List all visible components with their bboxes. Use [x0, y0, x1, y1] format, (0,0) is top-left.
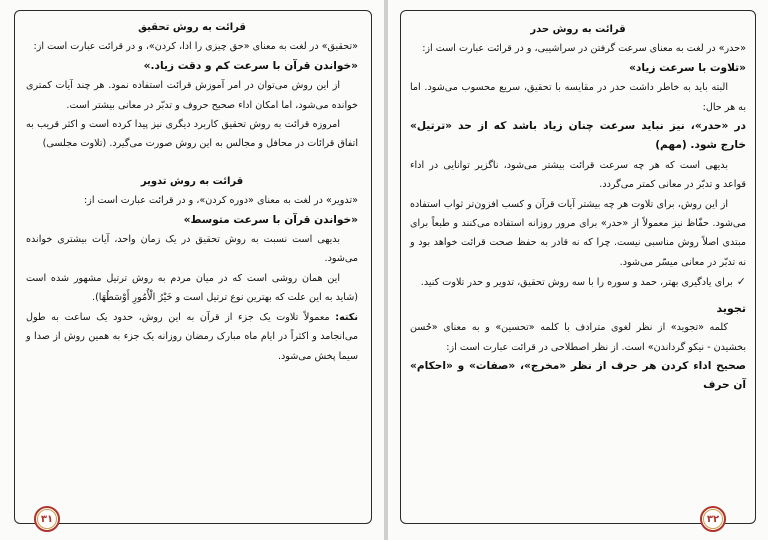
tadwir-intro: «تدویر» در لغت به معنای «دوره کردن»، و در قرائت عبارت است از:: [83, 195, 358, 207]
tadwir-definition: «خواندن قرآن با سرعت متوسط»: [183, 213, 358, 226]
hadr-intro: «حدر» در لغت به معنای سرعت گرفتن در سراشیبی، و در قرائت عبارت است از:: [422, 43, 746, 55]
tahqiq-definition: «خواندن قرآن با سرعت کم و دقت زیاد.»: [143, 59, 358, 72]
tahqiq-intro: «تحقیق» در لغت به معنای «حق چیزی را ادا، کردن»، و در قرائت عبارت است از:: [33, 41, 358, 53]
section-heading-tajwid: تجوید: [716, 301, 746, 315]
section-title-tadwir: قرائت به روش تدویر: [140, 175, 244, 187]
tajwid-paragraph: کلمه «تجوید» از نظر لغوی مترادف با کلمه «تحسین» و به معنای «حُسن بخشیدن - نیکو گرداندن» است. از نظر اصطلاحی در قرائت عبارت است از:: [410, 322, 746, 353]
tadwir-paragraph-2: این همان روشی است که در میان مردم به روش ترتیل مشهور شده است (شاید به این علت که بهترین نوع ترتیل است و خَیْرُ الْأُمُورِ أَوْسَطُهَا).: [26, 272, 358, 304]
hadr-paragraph-3: از این روش، برای تلاوت هر چه بیشتر آیات قرآن و کسب افزون‌تر ثواب استفاده می‌شود. حفّاظ نیز معمولاً از «حدر» برای مرور روزانه استفاده می‌کنند و طبعاً برای مبتدی اصلاً روش مناسبی نیست. چرا که نه قادر به حفظ صحت قرائت خواهد بود و نه تدبّر در معانی میسّر می‌شود.: [410, 198, 746, 268]
page-number-badge: [700, 506, 726, 532]
hadr-paragraph-2: بدیهی است که هر چه سرعت قرائت بیشتر می‌شود، ناگزیر توانایی در اداء قواعد و تدبّر در معانی کمتر می‌گردد.: [410, 159, 746, 191]
note-text: معمولاً تلاوت یک جزء از قرآن به این روش، حدود یک ساعت به طول می‌انجامد و اکثراً در ایام ماه مبارک رمضان روزانه یک جزء به همین روش از صدا و سیما پخش می‌شود.: [26, 311, 358, 362]
hadr-important-statement: در «حدر»، نیز نباید سرعت چنان زیاد باشد که از حد «ترتیل» خارج شود. (مهم): [410, 120, 746, 152]
note-label: نکته:: [335, 311, 358, 323]
page-number-badge: [34, 506, 60, 532]
check-mark-icon: ✓: [736, 275, 746, 289]
page-number: ۳۱: [40, 513, 54, 525]
section-title-hadr: قرائت به روش حدر: [530, 24, 626, 35]
tahqiq-paragraph-2: امروزه قرائت به روش تحقیق کاربرد دیگری نیز پیدا کرده است و اکثر قریب به اتفاق قرائات در محافل و مجالس به این روش صورت می‌گیرد. (تلاوت مجلسی): [26, 119, 358, 150]
section-title-tahqiq: قرائت به روش تحقیق: [138, 22, 246, 33]
page-number: ۳۲: [706, 513, 720, 525]
hadr-paragraph-1: البته باید به خاطر داشت حدر در مقایسه با تحقیق، سریع محسوب می‌شود. اما به هر حال:: [410, 82, 746, 113]
right-page: [388, 0, 768, 540]
hadr-definition: «تلاوت با سرعت زیاد»: [629, 61, 746, 74]
practice-text: برای یادگیری بهتر، حمد و سوره را با سه روش تحقیق، تدویر و حدر تلاوت کنید.: [420, 277, 733, 289]
tahqiq-paragraph-1: از این روش می‌توان در امر آموزش قرائت استفاده نمود. هر چند آیات کمتری خوانده می‌شود، اما امکان اداء صحیح حروف و تدبّر در معانی بیشتر است.: [26, 80, 358, 111]
tadwir-note: [26, 308, 358, 366]
tajwid-definition: صحیح اداء کردن هر حرف از نظر «مخرج»، «صفات» و «احکام» آن حرف: [410, 359, 746, 392]
right-page-text: [410, 20, 746, 396]
practice-item: [410, 272, 746, 292]
tadwir-paragraph-1: بدیهی است نسبت به روش تحقیق در یک زمان واحد، آیات بیشتری خوانده می‌شود.: [26, 234, 358, 265]
left-page-text: [26, 18, 358, 366]
